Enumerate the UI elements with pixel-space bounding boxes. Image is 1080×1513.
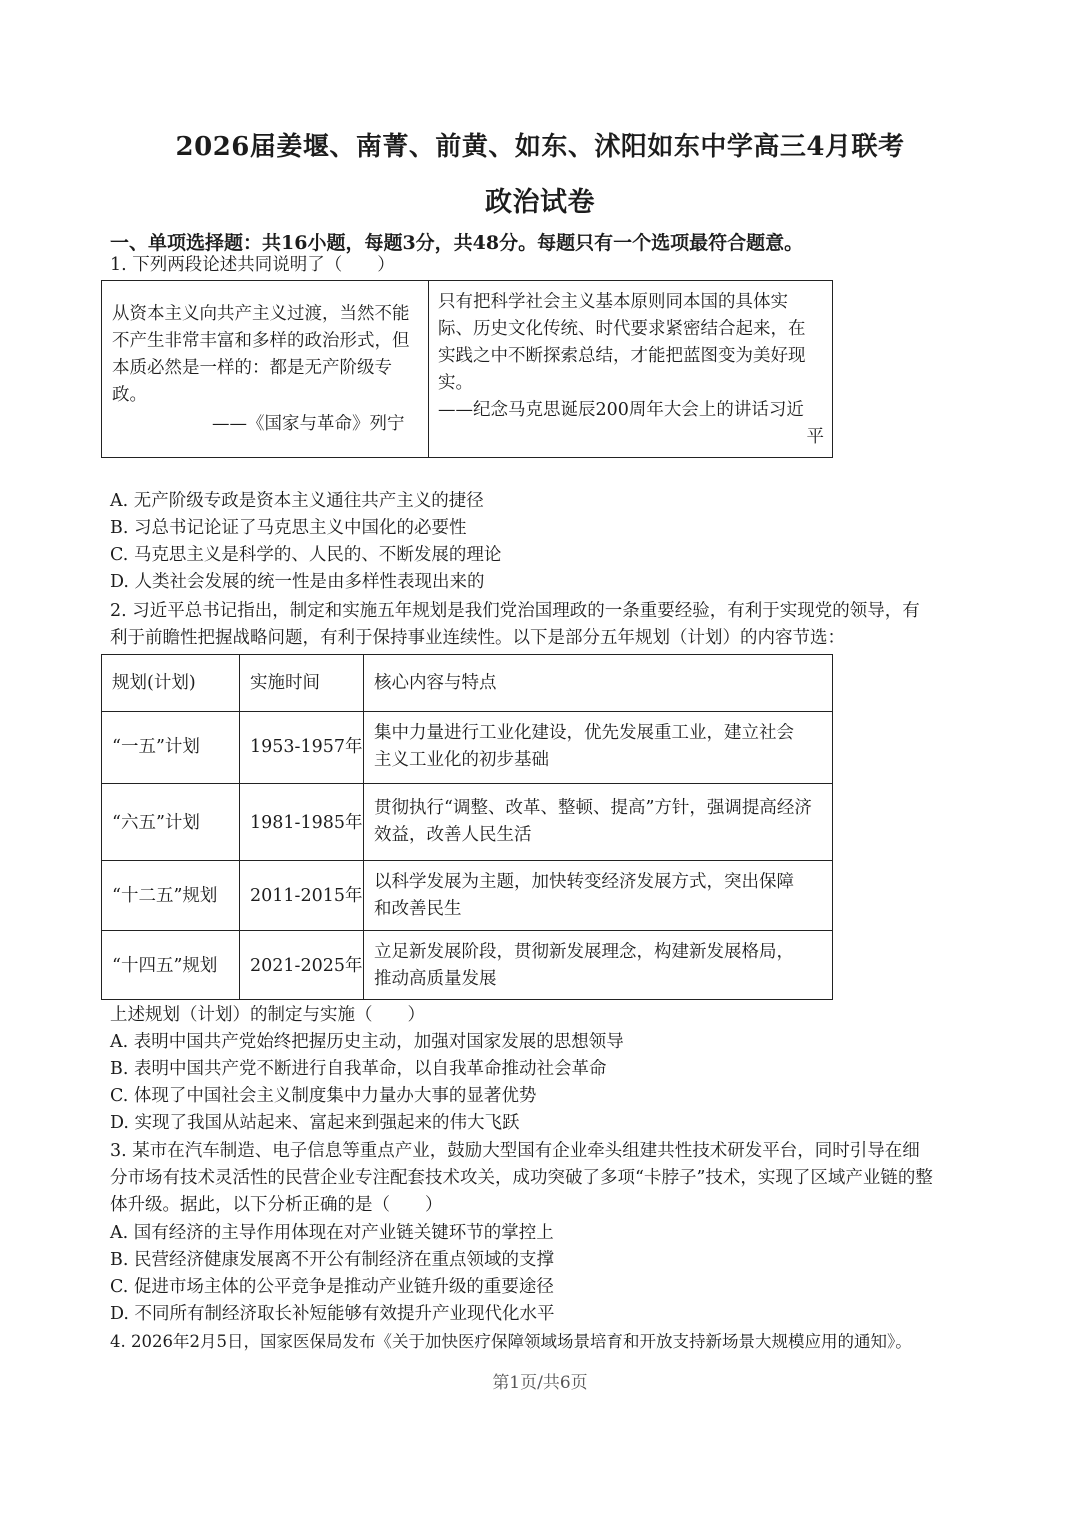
table-row-plan: “六五”计划 bbox=[112, 813, 200, 833]
q1-right-line: 只有把科学社会主义基本原则同本国的具体实 bbox=[438, 292, 788, 312]
q1-right-line: 实。 bbox=[438, 373, 473, 393]
table-row-period: 2021-2025年 bbox=[250, 956, 363, 976]
table-row-content: 效益，改善人民生活 bbox=[374, 825, 532, 845]
q2-option-d: D. 实现了我国从站起来、富起来到强起来的伟大飞跃 bbox=[110, 1113, 520, 1133]
q2-stem-line: 2. 习近平总书记指出，制定和实施五年规划是我们党治国理政的一条重要经验，有利于实现党的领导，有 bbox=[110, 601, 920, 621]
table-header-period: 实施时间 bbox=[250, 673, 320, 693]
table-row-divider bbox=[102, 711, 832, 712]
table-header-content: 核心内容与特点 bbox=[374, 673, 497, 693]
q2-stem-line: 利于前瞻性把握战略问题，有利于保持事业连续性。以下是部分五年规划（计划）的内容节选： bbox=[110, 628, 845, 648]
table-row-content: 推动高质量发展 bbox=[374, 969, 497, 989]
table-row-content: 立足新发展阶段，贯彻新发展理念，构建新发展格局， bbox=[374, 942, 794, 962]
table-row-plan: “十二五”规划 bbox=[112, 886, 218, 906]
table-col-divider bbox=[239, 655, 240, 999]
q1-option-c: C. 马克思主义是科学的、人民的、不断发展的理论 bbox=[110, 545, 502, 565]
section-heading: 一、单项选择题：共16小题，每题3分，共48分。每题只有一个选项最符合题意。 bbox=[110, 232, 804, 254]
q1-left-line: 从资本主义向共产主义过渡，当然不能 bbox=[112, 304, 410, 324]
table-header-plan: 规划(计划) bbox=[112, 673, 196, 693]
q1-left-line: 政。 bbox=[112, 385, 147, 405]
q3-option-a: A. 国有经济的主导作用体现在对产业链关键环节的掌控上 bbox=[110, 1223, 554, 1243]
q3-option-c: C. 促进市场主体的公平竞争是推动产业链升级的重要途径 bbox=[110, 1277, 554, 1297]
q1-right-source-end: 平 bbox=[806, 427, 824, 447]
table-row-period: 1953-1957年 bbox=[250, 737, 363, 757]
q1-right-quote bbox=[438, 289, 828, 451]
table-row-content: 和改善民生 bbox=[374, 899, 462, 919]
q3-option-d: D. 不同所有制经济取长补短能够有效提升产业现代化水平 bbox=[110, 1304, 555, 1324]
q2-option-b: B. 表明中国共产党不断进行自我革命，以自我革命推动社会革命 bbox=[110, 1059, 607, 1079]
exam-title-line1: 2026届姜堰、南菁、前黄、如东、沭阳如东中学高三4月联考 bbox=[175, 132, 905, 162]
table-row-content: 以科学发展为主题，加快转变经济发展方式，突出保障 bbox=[374, 872, 794, 892]
q4-stem-line: 4. 2026年2月5日，国家医保局发布《关于加快医疗保障领域场景培育和开放支持新场景大规模应用的通知》。 bbox=[110, 1332, 912, 1351]
q1-left-quote bbox=[112, 301, 422, 409]
q2-plan-table bbox=[101, 654, 833, 1000]
q2-option-a: A. 表明中国共产党始终把握历史主动，加强对国家发展的思想领导 bbox=[110, 1032, 624, 1052]
q1-left-source: ——《国家与革命》列宁 bbox=[212, 414, 405, 434]
q1-table-divider bbox=[428, 281, 429, 457]
q1-stem: 1. 下列两段论述共同说明了（ ） bbox=[110, 255, 395, 275]
q2-follow: 上述规划（计划）的制定与实施（ ） bbox=[110, 1005, 425, 1025]
q3-option-b: B. 民营经济健康发展离不开公有制经济在重点领域的支撑 bbox=[110, 1250, 554, 1270]
q1-right-source: ——纪念马克思诞辰200周年大会上的讲话习近 bbox=[438, 400, 804, 420]
table-row-divider bbox=[102, 860, 832, 861]
table-row-period: 1981-1985年 bbox=[250, 813, 363, 833]
table-row-content: 集中力量进行工业化建设，优先发展重工业，建立社会 bbox=[374, 723, 794, 743]
q1-left-line: 本质必然是一样的：都是无产阶级专 bbox=[112, 358, 392, 378]
table-row-content: 主义工业化的初步基础 bbox=[374, 750, 549, 770]
table-row-divider bbox=[102, 783, 832, 784]
page-number: 第1页/共6页 bbox=[492, 1373, 588, 1393]
table-row-plan: “十四五”规划 bbox=[112, 956, 218, 976]
q1-option-b: B. 习总书记论证了马克思主义中国化的必要性 bbox=[110, 518, 467, 538]
q1-right-line: 际、历史文化传统、时代要求紧密结合起来，在 bbox=[438, 319, 806, 339]
q3-stem-line: 3. 某市在汽车制造、电子信息等重点产业，鼓励大型国有企业牵头组建共性技术研发平台，同时引导在细 bbox=[110, 1141, 920, 1161]
q1-option-d: D. 人类社会发展的统一性是由多样性表现出来的 bbox=[110, 572, 485, 592]
q3-stem-line: 体升级。据此，以下分析正确的是（ ） bbox=[110, 1195, 443, 1215]
table-row-content: 贯彻执行“调整、改革、整顿、提高”方针，强调提高经济 bbox=[374, 798, 812, 818]
table-row-period: 2011-2015年 bbox=[250, 886, 363, 906]
q2-option-c: C. 体现了中国社会主义制度集中力量办大事的显著优势 bbox=[110, 1086, 537, 1106]
q1-right-line: 实践之中不断探索总结，才能把蓝图变为美好现 bbox=[438, 346, 806, 366]
table-row-plan: “一五”计划 bbox=[112, 737, 200, 757]
table-row-divider bbox=[102, 930, 832, 931]
exam-title-subject: 政治试卷 bbox=[485, 187, 595, 218]
q1-option-a: A. 无产阶级专政是资本主义通往共产主义的捷径 bbox=[110, 491, 484, 511]
q1-left-line: 不产生非常丰富和多样的政治形式，但 bbox=[112, 331, 410, 351]
q3-stem-line: 分市场有技术灵活性的民营企业专注配套技术攻关，成功突破了多项“卡脖子”技术，实现了区域产业链的整 bbox=[110, 1168, 933, 1188]
q1-quote-table bbox=[101, 280, 833, 458]
table-col-divider bbox=[363, 655, 364, 999]
